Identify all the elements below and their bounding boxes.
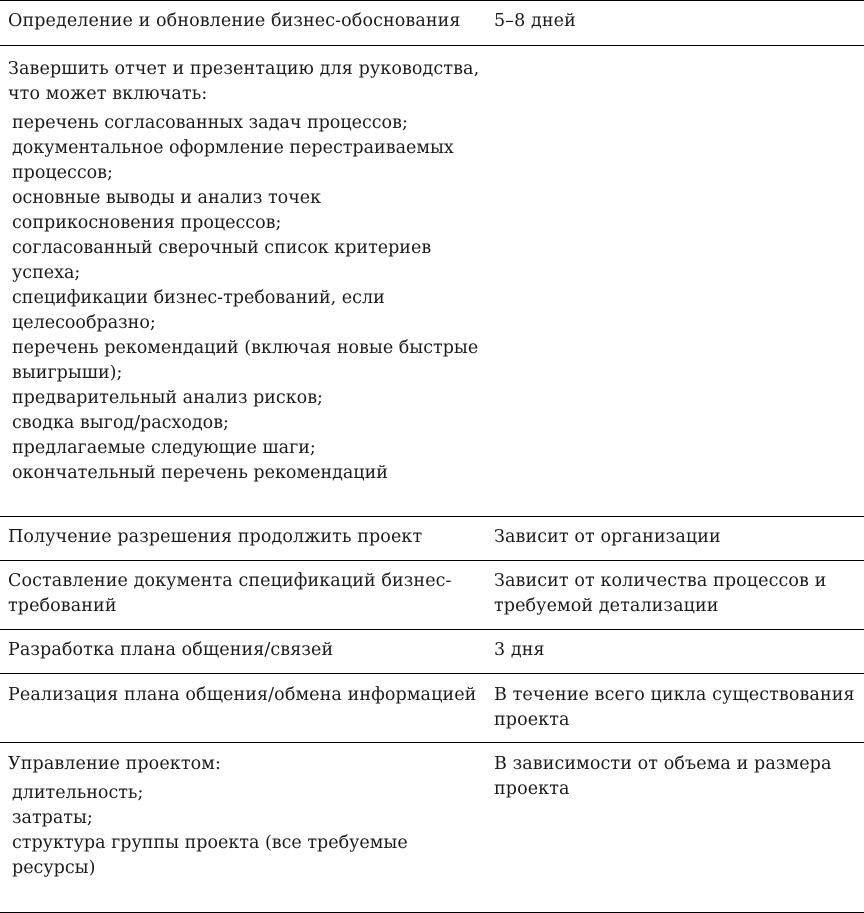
duration-cell: Зависит от количества процессов и требуемой детализации [494,571,827,616]
list-item: основные выводы и анализ точек соприкосновения процессов; [12,188,322,233]
duration-cell: 3 дня [494,640,545,660]
table-row [0,517,864,561]
table-row [0,630,864,674]
list-item: перечень согласованных задач процессов; [12,113,408,133]
duration-cell: В зависимости от объема и размера проекта [494,754,832,799]
duration-cell: В течение всего цикла существования проекта [494,685,855,730]
task-cell: Определение и обновление бизнес-обоснования [8,11,461,31]
list-item: предлагаемые следующие шаги; [12,438,316,458]
list-item: затраты; [12,808,93,828]
duration-cell: Зависит от организации [494,527,721,547]
list-item: спецификации бизнес-требований, если целесообразно; [12,288,385,333]
table-row [0,561,864,630]
table-row [0,46,864,517]
table-row [0,1,864,46]
task-cell [0,57,485,516]
duration-cell [485,57,864,516]
task-cell: Составление документа спецификаций бизнес-требований [8,571,452,616]
task-cell: Реализация плана общения/обмена информацией [8,685,477,705]
list-item: структура группы проекта (все требуемые ресурсы) [12,833,408,878]
list-item: документальное оформление перестраиваемых процессов; [12,138,454,183]
list-item: сводка выгод/расходов; [12,413,229,433]
task-text: Управление проектом: [8,754,221,774]
list-item: согласованный сверочный список критериев успеха; [12,238,432,283]
task-item-list [8,111,485,486]
table-row [0,674,864,743]
task-cell: Получение разрешения продолжить проект [8,527,423,547]
task-cell [0,752,485,912]
duration-cell: 5–8 дней [494,11,576,31]
list-item: окончательный перечень рекомендаций [12,463,388,483]
task-item-list [8,781,485,881]
list-item: перечень рекомендаций (включая новые быстрые выигрыши); [12,338,479,383]
list-item: предварительный анализ рисков; [12,388,323,408]
task-text: Завершить отчет и презентацию для руководства, что может включать: [8,59,480,104]
list-item: длительность; [12,783,144,803]
task-cell: Разработка плана общения/связей [8,640,334,660]
table-row [0,743,864,913]
